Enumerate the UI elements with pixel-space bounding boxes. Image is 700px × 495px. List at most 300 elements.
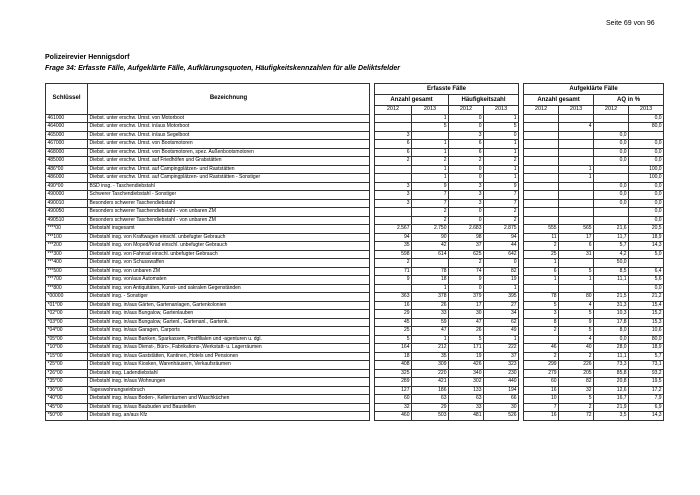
cell-aq-2013: 5,0: [629, 250, 664, 259]
cell-anzahl-2012: 3: [375, 182, 412, 191]
cell-hz-2012: 0: [449, 174, 484, 183]
row-key: ***400: [46, 259, 88, 268]
table-row: [46, 191, 664, 200]
cell-aufgeklaert-2013: 5: [559, 267, 594, 276]
row-description: Diebstahl insg. in/aus Baubuden und Baustellen: [88, 403, 370, 412]
cell-aufgeklaert-2013: [559, 182, 594, 191]
table-row: [46, 225, 664, 234]
cell-hz-2013: 34: [484, 310, 519, 319]
row-description: Diebstahl insg. von unbaren ZM: [88, 267, 370, 276]
cell-anzahl-2012: 598: [375, 250, 412, 259]
cell-aufgeklaert-2013: 226: [559, 361, 594, 370]
table-row: [46, 284, 664, 293]
row-description: Diebstahl insg. in/aus Gärten, Gartenanlagen, Gartenkolonien: [88, 301, 370, 310]
table-row: [46, 165, 664, 174]
cell-hz-2013: 2: [484, 208, 519, 217]
cell-anzahl-2013: 29: [412, 403, 449, 412]
cell-anzahl-2012: 289: [375, 378, 412, 387]
cell-hz-2012: 0: [449, 123, 484, 132]
cell-anzahl-2012: [375, 123, 412, 132]
cell-aufgeklaert-2012: 11: [524, 233, 559, 242]
cell-hz-2013: 27: [484, 301, 519, 310]
cell-aufgeklaert-2012: [524, 216, 559, 225]
row-key: *35*00: [46, 378, 88, 387]
cell-hz-2012: 5: [449, 335, 484, 344]
row-description: Besonders schwerer Taschendiebstahl - von unbaren ZM: [88, 216, 370, 225]
cell-aufgeklaert-2013: 1: [559, 276, 594, 285]
cell-hz-2013: 94: [484, 233, 519, 242]
table-row: [46, 276, 664, 285]
cell-hz-2013: 7: [484, 199, 519, 208]
cell-aufgeklaert-2013: 2: [559, 352, 594, 361]
cell-aufgeklaert-2013: [559, 148, 594, 157]
cell-hz-2013: 0: [484, 259, 519, 268]
header-aufgeklaerte-faelle: Aufgeklärte Fälle: [524, 84, 664, 95]
cell-aq-2013: 80,0: [629, 123, 664, 132]
cell-anzahl-2012: 127: [375, 386, 412, 395]
cell-aufgeklaert-2013: [559, 191, 594, 200]
cell-aq-2012: 0,0: [594, 335, 629, 344]
cell-aufgeklaert-2012: [524, 191, 559, 200]
page-number: Seite 69 von 96: [606, 20, 655, 27]
table-caption: Frage 34: Erfasste Fälle, Aufgeklärte Fälle, Aufklärungsquoten, Häufigkeitskennzahlen für alle Deliktsfelder: [45, 65, 401, 72]
row-key: 464000: [46, 123, 88, 132]
cell-anzahl-2012: 325: [375, 369, 412, 378]
row-key: *15*00: [46, 352, 88, 361]
cell-aufgeklaert-2012: 60: [524, 378, 559, 387]
cell-aq-2013: 0,0: [629, 199, 664, 208]
table-row: [46, 301, 664, 310]
table-row: [46, 352, 664, 361]
row-key: *45*00: [46, 403, 88, 412]
cell-anzahl-2012: 3: [375, 191, 412, 200]
cell-hz-2012: 47: [449, 318, 484, 327]
cell-aufgeklaert-2012: [524, 174, 559, 183]
cell-aq-2013: [629, 259, 664, 268]
cell-anzahl-2012: 5: [375, 335, 412, 344]
cell-aufgeklaert-2013: 80: [559, 293, 594, 302]
cell-aufgeklaert-2012: [524, 335, 559, 344]
cell-hz-2013: 2: [484, 157, 519, 166]
cell-hz-2012: 37: [449, 242, 484, 251]
table-row: [46, 140, 664, 149]
cell-aq-2012: 11,1: [594, 276, 629, 285]
cell-aq-2013: 0,0: [629, 216, 664, 225]
cell-anzahl-2013: 2: [412, 208, 449, 217]
cell-aq-2012: 0,0: [594, 157, 629, 166]
cell-aq-2012: 11,7: [594, 233, 629, 242]
row-description: Tageswohnungseinbruch: [88, 386, 370, 395]
cell-aq-2012: 0,0: [594, 182, 629, 191]
cell-anzahl-2012: [375, 165, 412, 174]
cell-hz-2013: 82: [484, 267, 519, 276]
table-row: [46, 208, 664, 217]
cell-aufgeklaert-2013: [559, 259, 594, 268]
cell-anzahl-2012: 94: [375, 233, 412, 242]
cell-hz-2013: 395: [484, 293, 519, 302]
cell-anzahl-2013: 2.750: [412, 225, 449, 234]
table-row: [46, 233, 664, 242]
header-year: 2013: [484, 106, 519, 115]
cell-aq-2012: 73,3: [594, 361, 629, 370]
cell-aufgeklaert-2012: [524, 131, 559, 140]
row-description: Diebst. unter erschw. Umst. auf Campingplätzen- und Raststätten - Sonstiger: [88, 174, 370, 183]
cell-anzahl-2012: 3: [375, 131, 412, 140]
table-row: [46, 199, 664, 208]
header-key: Schlüssel: [46, 84, 88, 115]
cell-aufgeklaert-2012: 299: [524, 361, 559, 370]
cell-aufgeklaert-2013: 31: [559, 250, 594, 259]
row-description: Diebstahl insg. in/aus Boden-, Kellerräumen und Waschküchen: [88, 395, 370, 404]
row-description: Diebstahl insg. in/aus Garagen, Carports: [88, 327, 370, 336]
table-row: [46, 386, 664, 395]
cell-hz-2013: 0: [484, 131, 519, 140]
cell-anzahl-2013: 212: [412, 344, 449, 353]
cell-hz-2013: 62: [484, 318, 519, 327]
table-row: [46, 123, 664, 132]
cell-aq-2012: 8,5: [594, 267, 629, 276]
cell-anzahl-2012: 2: [375, 157, 412, 166]
cell-aq-2013: 80,0: [629, 335, 664, 344]
row-key: *36*00: [46, 386, 88, 395]
cell-aq-2012: [594, 123, 629, 132]
row-key: 461000: [46, 114, 88, 123]
cell-aq-2013: 7,9: [629, 395, 664, 404]
cell-hz-2013: 2: [484, 216, 519, 225]
row-key: 490510: [46, 216, 88, 225]
cell-anzahl-2013: 90: [412, 233, 449, 242]
header-year: 2013: [629, 106, 664, 115]
table-row: [46, 174, 664, 183]
cell-aufgeklaert-2012: [524, 140, 559, 149]
cell-anzahl-2012: 35: [375, 242, 412, 251]
header-anzahl-gesamt-erfasst: Anzahl gesamt: [375, 95, 449, 106]
cell-hz-2012: 2.683: [449, 225, 484, 234]
row-description: Diebstahl insg. - Sonstiger: [88, 293, 370, 302]
row-key: *26*00: [46, 369, 88, 378]
cell-aq-2013: 73,1: [629, 361, 664, 370]
cell-hz-2012: 379: [449, 293, 484, 302]
cell-anzahl-2012: 45: [375, 318, 412, 327]
table-row: [46, 148, 664, 157]
cell-aq-2013: 0,0: [629, 191, 664, 200]
cell-anzahl-2012: 16: [375, 301, 412, 310]
row-description: Diebstahl insg. von/aus Automaten: [88, 276, 370, 285]
cell-aq-2013: 10,6: [629, 327, 664, 336]
cell-hz-2013: 49: [484, 327, 519, 336]
cell-hz-2013: 526: [484, 412, 519, 421]
cell-hz-2012: 3: [449, 131, 484, 140]
cell-aq-2012: 11,1: [594, 352, 629, 361]
cell-hz-2013: 1: [484, 140, 519, 149]
cell-aq-2012: 20,8: [594, 378, 629, 387]
cell-aq-2012: [594, 216, 629, 225]
row-key: ****00: [46, 225, 88, 234]
cell-anzahl-2013: 5: [412, 123, 449, 132]
table-row: [46, 335, 664, 344]
row-description: Diebstahl insg. Ladendiebstahl: [88, 369, 370, 378]
cell-aq-2012: 0,0: [594, 199, 629, 208]
cell-aq-2013: 15,4: [629, 301, 664, 310]
cell-hz-2013: 1: [484, 114, 519, 123]
cell-aufgeklaert-2012: [524, 284, 559, 293]
cell-hz-2012: 0: [449, 165, 484, 174]
cell-aufgeklaert-2012: [524, 182, 559, 191]
table-row: [46, 310, 664, 319]
cell-aufgeklaert-2012: [524, 157, 559, 166]
row-description: Diebstahl insg. in/aus Dienst-, Büro-, Fabrikations-,Werkstatt- u. Lagerräumen: [88, 344, 370, 353]
cell-aq-2012: [594, 114, 629, 123]
cell-aufgeklaert-2012: 16: [524, 386, 559, 395]
cell-aufgeklaert-2013: 4: [559, 335, 594, 344]
row-key: 490000: [46, 191, 88, 200]
cell-aq-2012: 85,8: [594, 369, 629, 378]
cell-aq-2013: 0,0: [629, 208, 664, 217]
cell-aufgeklaert-2013: [559, 140, 594, 149]
header-anzahl-gesamt-aufgeklaert: Anzahl gesamt: [524, 95, 594, 106]
cell-aufgeklaert-2013: 5: [559, 310, 594, 319]
header-year: 2013: [412, 106, 449, 115]
cell-aufgeklaert-2012: 10: [524, 395, 559, 404]
table-row: [46, 344, 664, 353]
cell-aufgeklaert-2012: 7: [524, 403, 559, 412]
row-description: Diebst. unter erschw. Umst. in/aus Motorboot: [88, 123, 370, 132]
row-key: *40*00: [46, 395, 88, 404]
cell-aufgeklaert-2013: 6: [559, 242, 594, 251]
cell-aufgeklaert-2012: 279: [524, 369, 559, 378]
cell-anzahl-2012: 9: [375, 276, 412, 285]
cell-aq-2013: 5,6: [629, 276, 664, 285]
row-description: BSD insg. - Taschendiebstahl: [88, 182, 370, 191]
cell-anzahl-2012: 60: [375, 395, 412, 404]
cell-aq-2012: 0,0: [594, 131, 629, 140]
row-key: 490010: [46, 199, 88, 208]
cell-hz-2013: 44: [484, 242, 519, 251]
header-erfasste-faelle: Erfasste Fälle: [375, 84, 519, 95]
cell-aufgeklaert-2013: 5: [559, 395, 594, 404]
cell-hz-2012: 6: [449, 148, 484, 157]
cell-hz-2013: 1: [484, 335, 519, 344]
row-key: *04*00: [46, 327, 88, 336]
cell-anzahl-2012: [375, 114, 412, 123]
cell-hz-2012: 0: [449, 208, 484, 217]
cell-aufgeklaert-2012: 2: [524, 242, 559, 251]
cell-aufgeklaert-2013: [559, 114, 594, 123]
cell-hz-2012: 481: [449, 412, 484, 421]
cell-anzahl-2013: 186: [412, 386, 449, 395]
cell-anzahl-2013: 42: [412, 242, 449, 251]
cell-aufgeklaert-2012: 46: [524, 344, 559, 353]
row-key: ***200: [46, 242, 88, 251]
row-key: 490*00: [46, 182, 88, 191]
header-year: 2012: [449, 106, 484, 115]
cell-aufgeklaert-2013: 565: [559, 225, 594, 234]
row-key: ***500: [46, 267, 88, 276]
cell-aufgeklaert-2012: 6: [524, 267, 559, 276]
table-row: [46, 131, 664, 140]
cell-anzahl-2013: 1: [412, 140, 449, 149]
row-description: Besonders schwerer Taschendiebstahl: [88, 199, 370, 208]
cell-aufgeklaert-2012: 78: [524, 293, 559, 302]
cell-hz-2013: 440: [484, 378, 519, 387]
cell-aq-2012: 16,7: [594, 395, 629, 404]
row-description: Diebstahl insg. von Moped/Krad einschl. unbefugter Gebrauch: [88, 242, 370, 251]
cell-aq-2012: 21,9: [594, 403, 629, 412]
cell-hz-2013: 9: [484, 182, 519, 191]
cell-aq-2013: 21,2: [629, 293, 664, 302]
cell-anzahl-2012: 460: [375, 412, 412, 421]
cell-aq-2013: 17,2: [629, 386, 664, 395]
cell-aq-2012: [594, 284, 629, 293]
cell-anzahl-2013: 1: [412, 284, 449, 293]
cell-aufgeklaert-2013: [559, 131, 594, 140]
cell-aufgeklaert-2013: [559, 216, 594, 225]
row-key: *03*00: [46, 318, 88, 327]
cell-aufgeklaert-2012: 2: [524, 352, 559, 361]
cell-aufgeklaert-2012: [524, 123, 559, 132]
row-key: 486000: [46, 174, 88, 183]
cell-anzahl-2013: 1: [412, 335, 449, 344]
statistics-table: [45, 83, 664, 421]
cell-aq-2013: 93,2: [629, 369, 664, 378]
cell-hz-2013: 2.875: [484, 225, 519, 234]
cell-aq-2013: 6,4: [629, 267, 664, 276]
cell-hz-2013: 37: [484, 352, 519, 361]
cell-anzahl-2013: 33: [412, 310, 449, 319]
row-description: Diebstahl insg. in/aus Bungalow, Gartenlauben: [88, 310, 370, 319]
cell-anzahl-2012: 408: [375, 361, 412, 370]
cell-aufgeklaert-2013: [559, 157, 594, 166]
cell-aufgeklaert-2012: 25: [524, 250, 559, 259]
row-description: Diebstahl insg. an/aus Kfz: [88, 412, 370, 421]
table-row: [46, 369, 664, 378]
cell-anzahl-2012: 2.567: [375, 225, 412, 234]
cell-anzahl-2012: 164: [375, 344, 412, 353]
cell-hz-2012: 33: [449, 403, 484, 412]
cell-aufgeklaert-2013: 9: [559, 318, 594, 327]
row-key: *05*00: [46, 335, 88, 344]
cell-anzahl-2012: 3: [375, 199, 412, 208]
cell-hz-2012: 3: [449, 191, 484, 200]
header-year: 2012: [594, 106, 629, 115]
cell-hz-2013: 1: [484, 174, 519, 183]
cell-aufgeklaert-2012: 16: [524, 412, 559, 421]
row-key: 467000: [46, 140, 88, 149]
cell-hz-2012: 625: [449, 250, 484, 259]
cell-aufgeklaert-2013: 17: [559, 233, 594, 242]
cell-anzahl-2013: 1: [412, 174, 449, 183]
table-row: [46, 293, 664, 302]
row-description: Diebst. unter erschw. Umst. in/aus Segelboot: [88, 131, 370, 140]
cell-hz-2013: 194: [484, 386, 519, 395]
cell-aufgeklaert-2013: 2: [559, 403, 594, 412]
cell-aq-2012: 10,3: [594, 310, 629, 319]
cell-aq-2013: 100,0: [629, 174, 664, 183]
cell-hz-2013: 5: [484, 123, 519, 132]
cell-aufgeklaert-2013: 40: [559, 344, 594, 353]
cell-hz-2012: 98: [449, 233, 484, 242]
cell-hz-2013: 1: [484, 284, 519, 293]
table-row: [46, 157, 664, 166]
row-description: Diebstahl insg. von Fahrrad einschl. unbefugter Gebrauch: [88, 250, 370, 259]
cell-anzahl-2013: 220: [412, 369, 449, 378]
table-body: [46, 114, 664, 420]
row-description: Diebstahl insg. in/aus Bungalow, Gartenl., Gartenanl., Gartenk.: [88, 318, 370, 327]
cell-aq-2013: 15,3: [629, 318, 664, 327]
table-row: [46, 114, 664, 123]
cell-aq-2012: 21,6: [594, 225, 629, 234]
cell-hz-2012: 26: [449, 327, 484, 336]
row-description: Diebst. unter erschw. Umst. auf Friedhöfen und Grabstätten: [88, 157, 370, 166]
row-key: 468000: [46, 148, 88, 157]
cell-aufgeklaert-2012: 5: [524, 301, 559, 310]
cell-aq-2013: 20,5: [629, 225, 664, 234]
row-description: Diebstahl insg. von Antiquitäten, Kunst- und sakralen Gegenständen: [88, 284, 370, 293]
cell-anzahl-2012: 6: [375, 140, 412, 149]
cell-aufgeklaert-2012: 555: [524, 225, 559, 234]
header-description: Bezeichnung: [88, 84, 370, 115]
cell-aq-2012: [594, 174, 629, 183]
row-key: 486*00: [46, 165, 88, 174]
cell-hz-2013: 642: [484, 250, 519, 259]
table-row: [46, 403, 664, 412]
table-row: [46, 242, 664, 251]
row-key: *01*00: [46, 301, 88, 310]
cell-anzahl-2013: 421: [412, 378, 449, 387]
cell-aq-2013: 100,0: [629, 165, 664, 174]
cell-hz-2012: 302: [449, 378, 484, 387]
cell-anzahl-2013: 35: [412, 352, 449, 361]
cell-hz-2012: 9: [449, 276, 484, 285]
row-description: Diebst. unter erschw. Umst. von Bootsmotoren: [88, 140, 370, 149]
cell-aufgeklaert-2012: 8: [524, 318, 559, 327]
cell-hz-2013: 7: [484, 191, 519, 200]
cell-hz-2012: 426: [449, 361, 484, 370]
cell-hz-2012: 3: [449, 199, 484, 208]
cell-aufgeklaert-2012: 2: [524, 327, 559, 336]
table-row: [46, 361, 664, 370]
cell-aq-2012: 0,0: [594, 191, 629, 200]
cell-hz-2012: 171: [449, 344, 484, 353]
cell-anzahl-2013: 18: [412, 276, 449, 285]
row-description: Diebstahl insg. in/aus Wohnungen: [88, 378, 370, 387]
cell-hz-2012: 19: [449, 352, 484, 361]
cell-aq-2012: 50,0: [594, 259, 629, 268]
cell-aufgeklaert-2013: 4: [559, 301, 594, 310]
header-year: 2013: [559, 106, 594, 115]
cell-aufgeklaert-2013: 1: [559, 165, 594, 174]
cell-aufgeklaert-2013: 4: [559, 123, 594, 132]
cell-aufgeklaert-2012: 1: [524, 276, 559, 285]
cell-hz-2013: 222: [484, 344, 519, 353]
cell-hz-2013: 66: [484, 395, 519, 404]
cell-anzahl-2012: [375, 284, 412, 293]
table-row: [46, 182, 664, 191]
cell-anzahl-2013: 7: [412, 191, 449, 200]
cell-aq-2013: 0,0: [629, 182, 664, 191]
cell-aq-2013: 18,9: [629, 344, 664, 353]
cell-hz-2012: 74: [449, 267, 484, 276]
cell-aq-2012: 17,8: [594, 318, 629, 327]
cell-hz-2012: 30: [449, 310, 484, 319]
cell-anzahl-2013: 1: [412, 114, 449, 123]
cell-anzahl-2013: 59: [412, 318, 449, 327]
row-description: Diebstahl insg. in/aus Banken, Sparkassen, Postfilialen und -agenturen u. dgl.: [88, 335, 370, 344]
row-description: Besonders schwerer Taschendiebstahl - von unbaren ZM: [88, 208, 370, 217]
cell-hz-2013: 230: [484, 369, 519, 378]
cell-aq-2013: 0,0: [629, 148, 664, 157]
cell-anzahl-2013: 26: [412, 301, 449, 310]
